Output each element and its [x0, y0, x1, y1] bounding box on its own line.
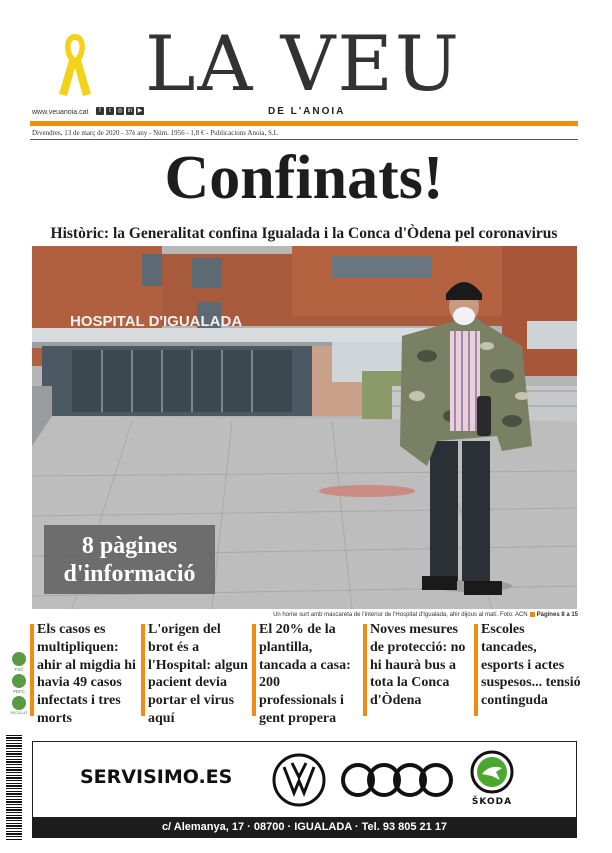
teaser-column-3[interactable] [252, 624, 355, 724]
masthead-logo[interactable]: LA VEU [145, 19, 461, 108]
ad-brand[interactable]: SERVISIMO.ES [80, 766, 233, 788]
caption-text: Un home surt amb mascareta de l'interior de l'Hospital d'Igualada, ahir dijous al matí. Foto: ACN [273, 612, 528, 619]
website-link[interactable]: www.veuanoia.cat [32, 109, 89, 116]
teaser-column-5[interactable] [474, 622, 581, 724]
overlay-line-1: 8 pàgines [81, 533, 178, 559]
linkedin-icon[interactable]: in [127, 108, 133, 114]
column-accent-bar [363, 624, 367, 716]
twitter-icon[interactable]: t [106, 107, 114, 115]
pefc-icon [12, 674, 26, 688]
issue-line: Divendres, 13 de març de 2020 - 37è any - Núm. 1956 - 1,8 € - Publicacions Anoia, S.L [32, 129, 278, 137]
column-accent-bar [141, 624, 145, 716]
fsc-icon [12, 652, 26, 666]
orange-square-icon [530, 612, 535, 617]
pages-overlay-box[interactable] [44, 525, 215, 594]
instagram-icon[interactable]: ◎ [117, 108, 123, 114]
masthead-subtitle: DE L'ANOIA [268, 106, 346, 117]
masthead-accent-bar [30, 121, 578, 126]
teaser-text: Noves mesures de protecció: no hi haurà bus a tota la Conca d'Òdena [370, 622, 466, 709]
teaser-column-4[interactable] [363, 624, 466, 724]
teaser-column-1[interactable] [30, 622, 136, 726]
recycle-icon [12, 696, 26, 710]
skoda-logo-icon [470, 750, 514, 794]
audi-logo-icon [340, 762, 456, 798]
hospital-sign: HOSPITAL D'IGUALADA [70, 313, 243, 330]
teaser-text: El 20% de la plantilla, tancada a casa: 200 professionals i gent propera [259, 622, 351, 726]
teaser-text: Escoles tancades, esports i actes suspesos... tensió continguda [481, 622, 581, 709]
photo-caption [240, 612, 578, 618]
page-subheadline[interactable]: Històric: la Generalitat confina Igualada i la Conca d'Òdena pel coronavirus [50, 225, 558, 242]
skoda-label: ŠKODA [471, 797, 513, 807]
social-links [96, 107, 144, 115]
ad-footer-address: c/ Alemanya, 17 · 08700 · IGUALADA · Tel. 93 805 21 17 [32, 817, 577, 838]
facebook-icon[interactable]: f [96, 107, 104, 115]
overlay-line-2: d'informació [63, 561, 196, 587]
yellow-ribbon-icon [55, 30, 95, 100]
certification-logos: FSC PEFC RECICLAT [10, 650, 28, 715]
column-accent-bar [252, 624, 256, 716]
teaser-text: Els casos es multipliquen: ahir al migdia hi havia 49 casos infectats i tres morts [37, 622, 136, 726]
column-accent-bar [474, 624, 478, 716]
volkswagen-logo-icon [272, 753, 326, 807]
teaser-text: L'origen del brot és a l'Hospital: algun pacient devia portar el virus aquí [148, 622, 248, 726]
column-accent-bar [30, 624, 34, 716]
caption-pages[interactable]: Pàgines 8 a 15 [536, 612, 578, 619]
youtube-icon[interactable]: ▶ [137, 108, 143, 114]
barcode [6, 735, 22, 840]
page-headline[interactable]: Confinats! [164, 144, 444, 212]
teaser-column-2[interactable] [141, 622, 248, 726]
